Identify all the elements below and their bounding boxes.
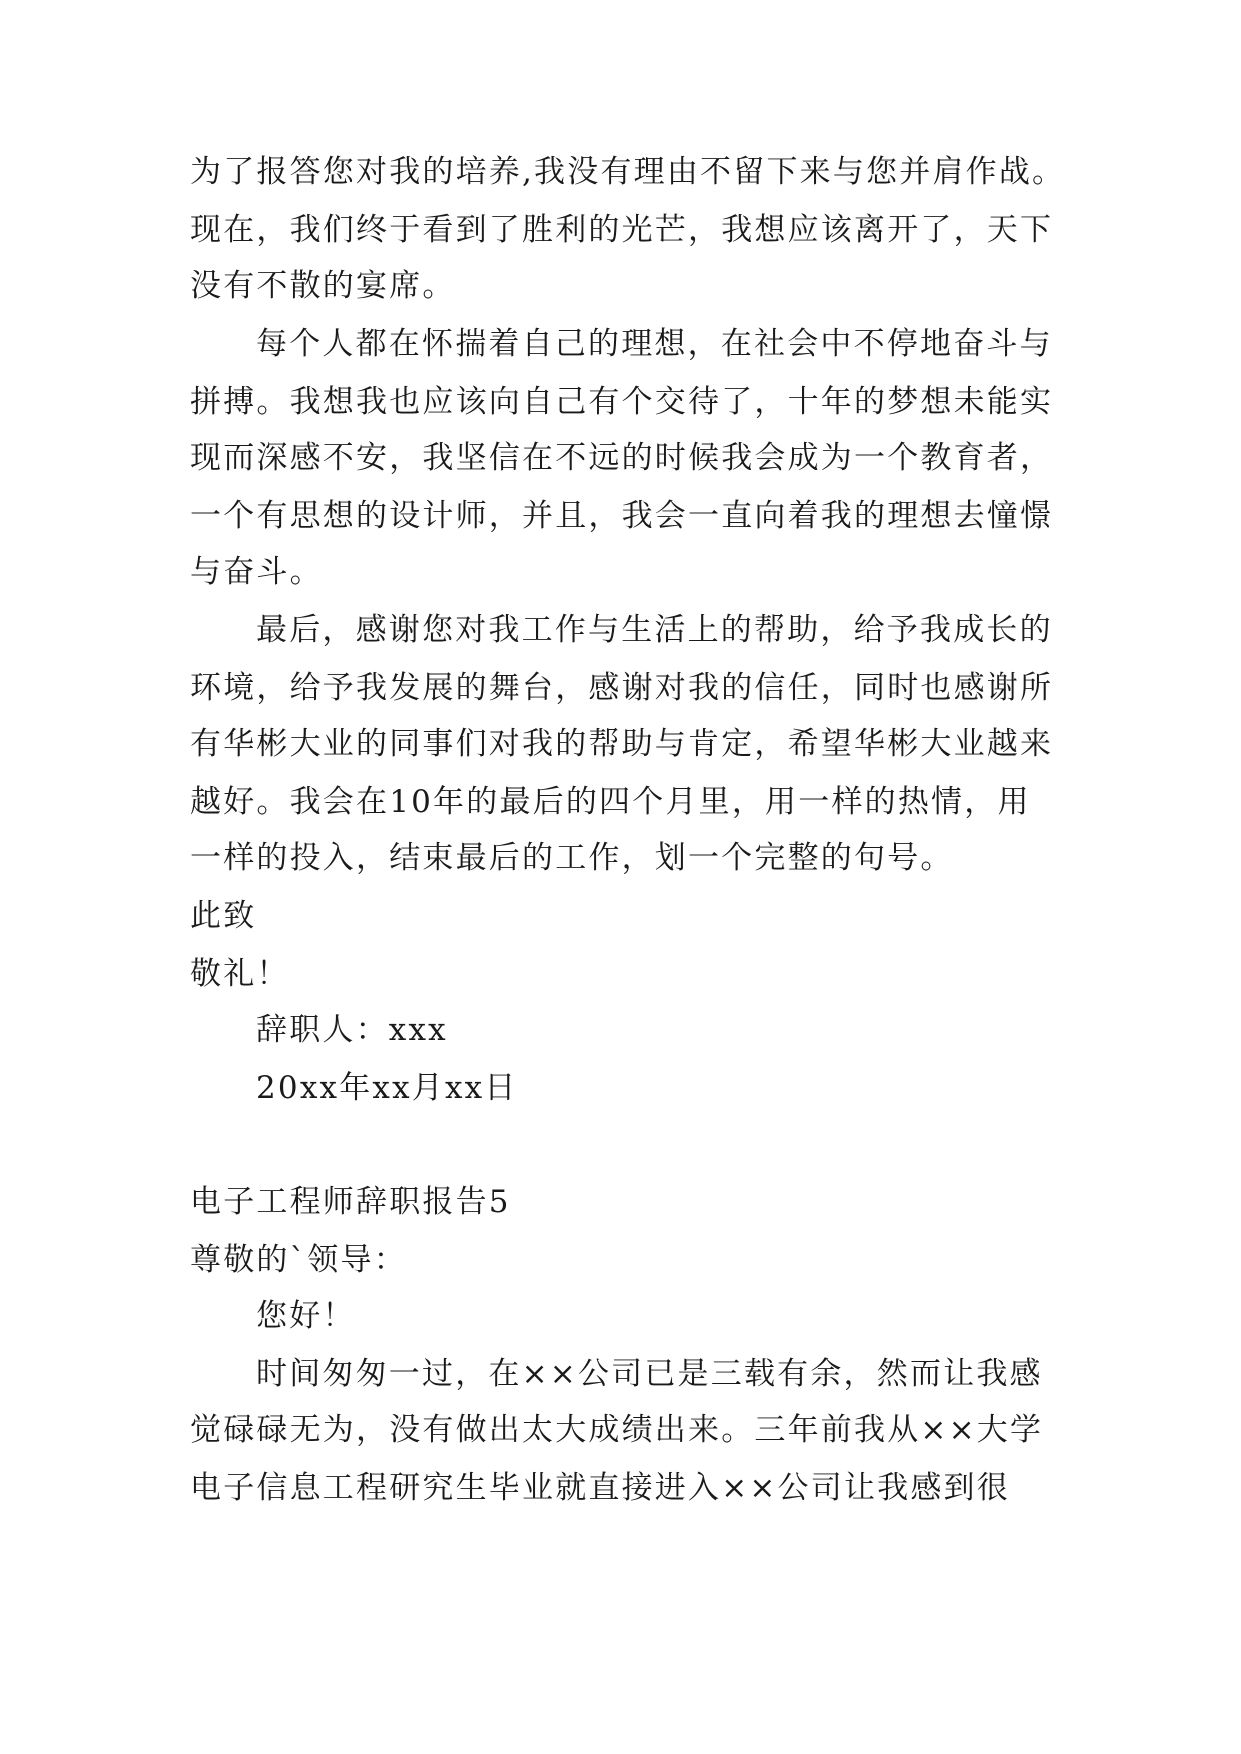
text-line: 现在，我们终于看到了胜利的光芒，我想应该离开了，天下 [190,212,1054,248]
text-line: 与奋斗。 [190,554,323,590]
closing-line: 此致 [190,898,257,934]
text-line: 现而深感不安，我坚信在不远的时候我会成为一个教育者， [190,440,1054,476]
section-heading: 电子工程师辞职报告5 [190,1184,511,1220]
text-line: 越好。我会在10年的最后的四个月里，用一样的热情，用 [190,784,1031,820]
text-line: 有华彬大业的同事们对我的帮助与肯定，希望华彬大业越来 [190,726,1054,762]
date-line: 20xx年xx月xx日 [256,1070,518,1106]
text-line: 环境，给予我发展的舞台，感谢对我的信任，同时也感谢所 [190,670,1054,706]
text-line: 一样的投入，结束最后的工作，划一个完整的句号。 [190,840,954,876]
signature-line: 辞职人：xxx [256,1012,448,1048]
paragraph-first-line: 每个人都在怀揣着自己的理想，在社会中不停地奋斗与 [256,326,1053,362]
greeting-line: 尊敬的`领导： [190,1242,407,1278]
text-line: 觉碌碌无为，没有做出太大成绩出来。三年前我从××大学 [190,1412,1044,1448]
paragraph-first-line: 时间匆匆一过，在××公司已是三载有余，然而让我感 [256,1356,1043,1392]
greeting-line: 您好！ [256,1298,356,1334]
text-line: 电子信息工程研究生毕业就直接进入××公司让我感到很 [190,1470,1010,1506]
text-line: 拼搏。我想我也应该向自己有个交待了，十年的梦想未能实 [190,384,1054,420]
salutation-line: 敬礼！ [190,956,290,992]
text-line: 一个有思想的设计师，并且，我会一直向着我的理想去憧憬 [190,498,1054,534]
paragraph-first-line: 最后，感谢您对我工作与生活上的帮助，给予我成长的 [256,612,1053,648]
text-line: 没有不散的宴席。 [190,268,456,304]
text-line: 为了报答您对我的培养,我没有理由不留下来与您并肩作战。 [190,154,1066,190]
